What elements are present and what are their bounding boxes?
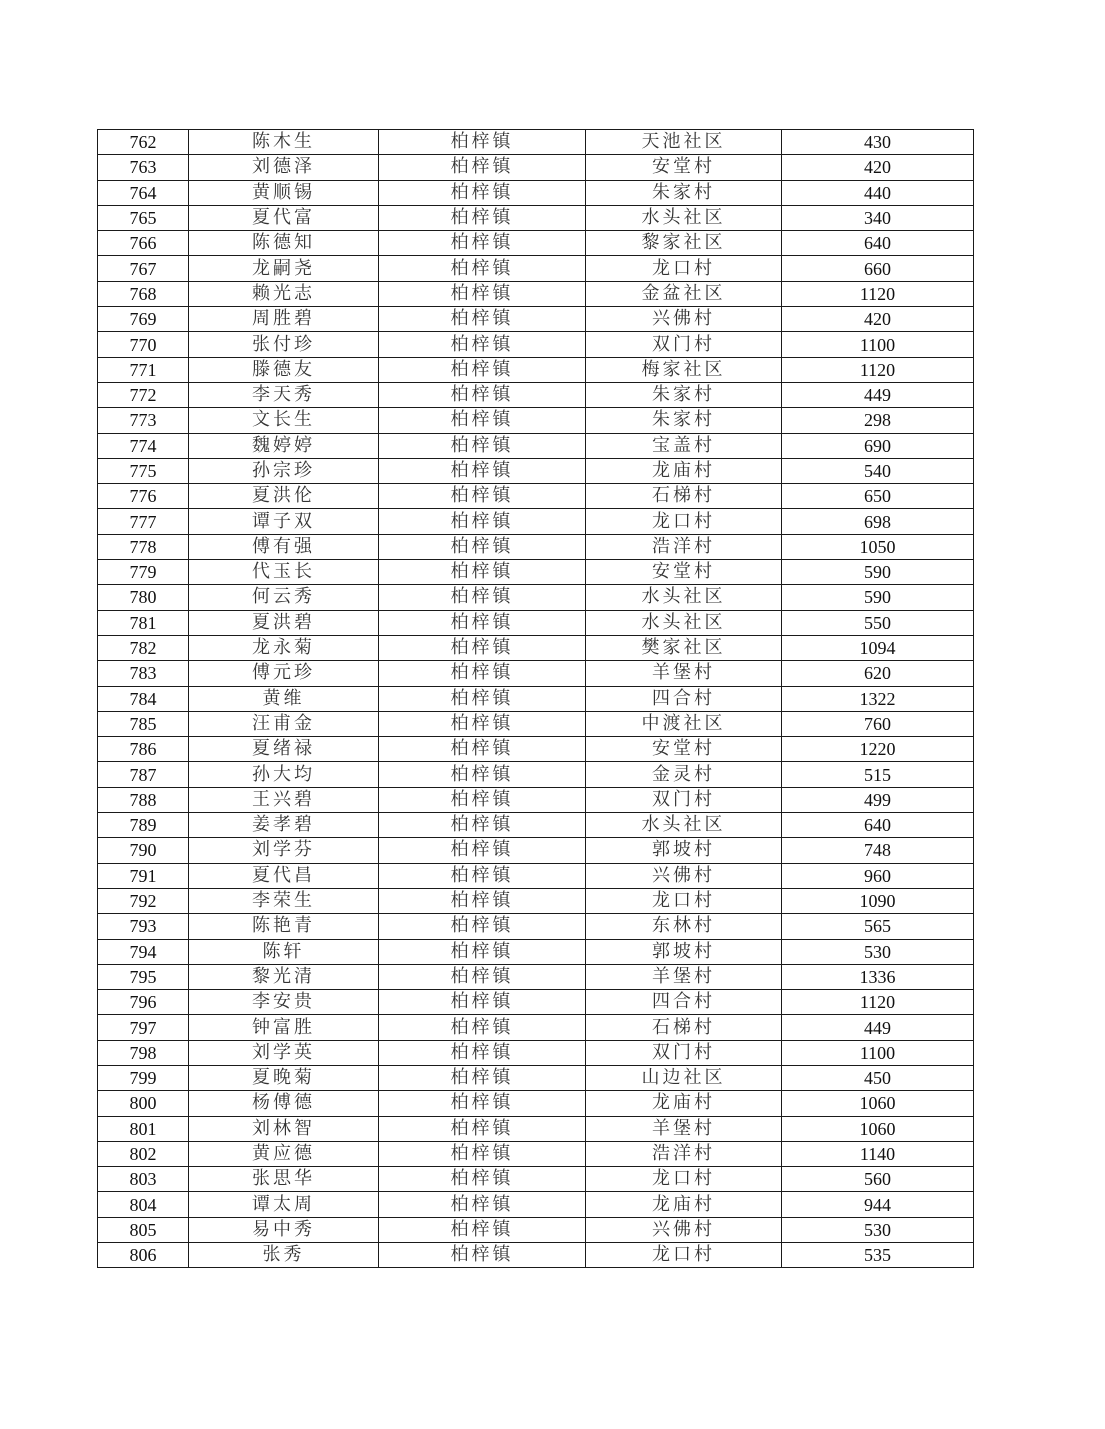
town-cell: 柏梓镇	[379, 307, 586, 332]
table-row	[98, 560, 974, 585]
village-cell: 山边社区	[586, 1065, 782, 1090]
table-row	[98, 231, 974, 256]
name-cell: 李安贵	[189, 990, 379, 1015]
village-cell: 羊堡村	[586, 964, 782, 989]
table-row	[98, 610, 974, 635]
village-cell: 安堂村	[586, 737, 782, 762]
roster-table	[97, 129, 974, 1268]
village-cell: 水头社区	[586, 205, 782, 230]
town-cell: 柏梓镇	[379, 1091, 586, 1116]
row-number-cell: 798	[98, 1040, 189, 1065]
name-cell: 魏婷婷	[189, 433, 379, 458]
name-cell: 易中秀	[189, 1217, 379, 1242]
name-cell: 黎光清	[189, 964, 379, 989]
name-cell: 刘学英	[189, 1040, 379, 1065]
village-cell: 羊堡村	[586, 661, 782, 686]
village-cell: 浩洋村	[586, 534, 782, 559]
amount-cell: 1100	[782, 332, 974, 357]
amount-cell: 1050	[782, 534, 974, 559]
town-cell: 柏梓镇	[379, 1015, 586, 1040]
amount-cell: 1120	[782, 357, 974, 382]
amount-cell: 660	[782, 256, 974, 281]
name-cell: 代玉长	[189, 560, 379, 585]
village-cell: 兴佛村	[586, 307, 782, 332]
amount-cell: 560	[782, 1167, 974, 1192]
town-cell: 柏梓镇	[379, 737, 586, 762]
village-cell: 龙口村	[586, 1167, 782, 1192]
name-cell: 傅元珍	[189, 661, 379, 686]
amount-cell: 620	[782, 661, 974, 686]
row-number-cell: 768	[98, 281, 189, 306]
village-cell: 龙口村	[586, 1243, 782, 1268]
village-cell: 天池社区	[586, 130, 782, 155]
row-number-cell: 804	[98, 1192, 189, 1217]
name-cell: 陈德知	[189, 231, 379, 256]
table-row	[98, 130, 974, 155]
amount-cell: 1100	[782, 1040, 974, 1065]
name-cell: 李荣生	[189, 888, 379, 913]
row-number-cell: 790	[98, 838, 189, 863]
town-cell: 柏梓镇	[379, 990, 586, 1015]
row-number-cell: 800	[98, 1091, 189, 1116]
town-cell: 柏梓镇	[379, 610, 586, 635]
town-cell: 柏梓镇	[379, 256, 586, 281]
amount-cell: 499	[782, 787, 974, 812]
name-cell: 龙嗣尧	[189, 256, 379, 281]
town-cell: 柏梓镇	[379, 130, 586, 155]
name-cell: 汪甫金	[189, 711, 379, 736]
village-cell: 石梯村	[586, 1015, 782, 1040]
row-number-cell: 784	[98, 686, 189, 711]
amount-cell: 960	[782, 863, 974, 888]
amount-cell: 1094	[782, 635, 974, 660]
row-number-cell: 802	[98, 1141, 189, 1166]
town-cell: 柏梓镇	[379, 433, 586, 458]
village-cell: 水头社区	[586, 813, 782, 838]
name-cell: 夏洪伦	[189, 484, 379, 509]
row-number-cell: 785	[98, 711, 189, 736]
row-number-cell: 801	[98, 1116, 189, 1141]
town-cell: 柏梓镇	[379, 964, 586, 989]
name-cell: 刘学芬	[189, 838, 379, 863]
town-cell: 柏梓镇	[379, 1243, 586, 1268]
amount-cell: 640	[782, 231, 974, 256]
table-row	[98, 1015, 974, 1040]
amount-cell: 298	[782, 408, 974, 433]
town-cell: 柏梓镇	[379, 382, 586, 407]
table-row	[98, 332, 974, 357]
row-number-cell: 803	[98, 1167, 189, 1192]
name-cell: 夏绪禄	[189, 737, 379, 762]
row-number-cell: 799	[98, 1065, 189, 1090]
table-row	[98, 863, 974, 888]
amount-cell: 530	[782, 939, 974, 964]
row-number-cell: 777	[98, 509, 189, 534]
name-cell: 谭子双	[189, 509, 379, 534]
name-cell: 夏洪碧	[189, 610, 379, 635]
table-row	[98, 180, 974, 205]
name-cell: 刘林智	[189, 1116, 379, 1141]
row-number-cell: 794	[98, 939, 189, 964]
amount-cell: 1090	[782, 888, 974, 913]
village-cell: 安堂村	[586, 560, 782, 585]
village-cell: 双门村	[586, 787, 782, 812]
table-row	[98, 256, 974, 281]
row-number-cell: 763	[98, 155, 189, 180]
amount-cell: 450	[782, 1065, 974, 1090]
village-cell: 龙口村	[586, 256, 782, 281]
name-cell: 滕德友	[189, 357, 379, 382]
town-cell: 柏梓镇	[379, 534, 586, 559]
table-row	[98, 307, 974, 332]
row-number-cell: 780	[98, 585, 189, 610]
table-row	[98, 509, 974, 534]
amount-cell: 1120	[782, 990, 974, 1015]
name-cell: 姜孝碧	[189, 813, 379, 838]
town-cell: 柏梓镇	[379, 838, 586, 863]
village-cell: 梅家社区	[586, 357, 782, 382]
name-cell: 夏晚菊	[189, 1065, 379, 1090]
amount-cell: 1120	[782, 281, 974, 306]
row-number-cell: 791	[98, 863, 189, 888]
row-number-cell: 782	[98, 635, 189, 660]
amount-cell: 1336	[782, 964, 974, 989]
table-row	[98, 711, 974, 736]
table-row	[98, 408, 974, 433]
name-cell: 夏代昌	[189, 863, 379, 888]
village-cell: 东林村	[586, 914, 782, 939]
name-cell: 陈艳青	[189, 914, 379, 939]
name-cell: 陈木生	[189, 130, 379, 155]
town-cell: 柏梓镇	[379, 281, 586, 306]
town-cell: 柏梓镇	[379, 357, 586, 382]
table-row	[98, 1040, 974, 1065]
row-number-cell: 788	[98, 787, 189, 812]
table-row	[98, 964, 974, 989]
village-cell: 朱家村	[586, 180, 782, 205]
town-cell: 柏梓镇	[379, 1141, 586, 1166]
row-number-cell: 779	[98, 560, 189, 585]
amount-cell: 1060	[782, 1091, 974, 1116]
name-cell: 黄顺锡	[189, 180, 379, 205]
table-row	[98, 155, 974, 180]
table-row	[98, 458, 974, 483]
town-cell: 柏梓镇	[379, 332, 586, 357]
table-row	[98, 585, 974, 610]
amount-cell: 340	[782, 205, 974, 230]
amount-cell: 1140	[782, 1141, 974, 1166]
amount-cell: 530	[782, 1217, 974, 1242]
name-cell: 杨傅德	[189, 1091, 379, 1116]
village-cell: 水头社区	[586, 610, 782, 635]
town-cell: 柏梓镇	[379, 863, 586, 888]
roster-table-body	[98, 130, 974, 1268]
amount-cell: 944	[782, 1192, 974, 1217]
village-cell: 双门村	[586, 1040, 782, 1065]
row-number-cell: 775	[98, 458, 189, 483]
town-cell: 柏梓镇	[379, 155, 586, 180]
village-cell: 黎家社区	[586, 231, 782, 256]
name-cell: 钟富胜	[189, 1015, 379, 1040]
village-cell: 浩洋村	[586, 1141, 782, 1166]
table-row	[98, 939, 974, 964]
table-row	[98, 534, 974, 559]
amount-cell: 449	[782, 382, 974, 407]
row-number-cell: 773	[98, 408, 189, 433]
amount-cell: 590	[782, 585, 974, 610]
name-cell: 赖光志	[189, 281, 379, 306]
table-row	[98, 484, 974, 509]
table-row	[98, 1065, 974, 1090]
amount-cell: 535	[782, 1243, 974, 1268]
row-number-cell: 797	[98, 1015, 189, 1040]
name-cell: 黄维	[189, 686, 379, 711]
town-cell: 柏梓镇	[379, 509, 586, 534]
town-cell: 柏梓镇	[379, 762, 586, 787]
table-row	[98, 205, 974, 230]
row-number-cell: 786	[98, 737, 189, 762]
row-number-cell: 770	[98, 332, 189, 357]
table-row	[98, 661, 974, 686]
village-cell: 樊家社区	[586, 635, 782, 660]
table-row	[98, 1141, 974, 1166]
table-row	[98, 990, 974, 1015]
village-cell: 羊堡村	[586, 1116, 782, 1141]
town-cell: 柏梓镇	[379, 585, 586, 610]
town-cell: 柏梓镇	[379, 1167, 586, 1192]
village-cell: 郭坡村	[586, 939, 782, 964]
name-cell: 龙永菊	[189, 635, 379, 660]
village-cell: 郭坡村	[586, 838, 782, 863]
amount-cell: 590	[782, 560, 974, 585]
town-cell: 柏梓镇	[379, 914, 586, 939]
name-cell: 李天秀	[189, 382, 379, 407]
village-cell: 龙庙村	[586, 1091, 782, 1116]
row-number-cell: 767	[98, 256, 189, 281]
name-cell: 陈轩	[189, 939, 379, 964]
town-cell: 柏梓镇	[379, 661, 586, 686]
name-cell: 王兴碧	[189, 787, 379, 812]
town-cell: 柏梓镇	[379, 939, 586, 964]
name-cell: 夏代富	[189, 205, 379, 230]
table-row	[98, 762, 974, 787]
name-cell: 谭太周	[189, 1192, 379, 1217]
amount-cell: 1322	[782, 686, 974, 711]
row-number-cell: 792	[98, 888, 189, 913]
row-number-cell: 774	[98, 433, 189, 458]
table-row	[98, 357, 974, 382]
village-cell: 四合村	[586, 990, 782, 1015]
amount-cell: 440	[782, 180, 974, 205]
table-row	[98, 382, 974, 407]
village-cell: 兴佛村	[586, 863, 782, 888]
town-cell: 柏梓镇	[379, 560, 586, 585]
village-cell: 宝盖村	[586, 433, 782, 458]
village-cell: 安堂村	[586, 155, 782, 180]
row-number-cell: 789	[98, 813, 189, 838]
table-row	[98, 737, 974, 762]
row-number-cell: 772	[98, 382, 189, 407]
name-cell: 何云秀	[189, 585, 379, 610]
town-cell: 柏梓镇	[379, 180, 586, 205]
table-row	[98, 1091, 974, 1116]
name-cell: 周胜碧	[189, 307, 379, 332]
row-number-cell: 783	[98, 661, 189, 686]
row-number-cell: 762	[98, 130, 189, 155]
town-cell: 柏梓镇	[379, 1065, 586, 1090]
amount-cell: 565	[782, 914, 974, 939]
name-cell: 张付珍	[189, 332, 379, 357]
amount-cell: 748	[782, 838, 974, 863]
village-cell: 金灵村	[586, 762, 782, 787]
amount-cell: 540	[782, 458, 974, 483]
table-row	[98, 1192, 974, 1217]
town-cell: 柏梓镇	[379, 813, 586, 838]
amount-cell: 1220	[782, 737, 974, 762]
village-cell: 石梯村	[586, 484, 782, 509]
village-cell: 兴佛村	[586, 1217, 782, 1242]
town-cell: 柏梓镇	[379, 1040, 586, 1065]
table-row	[98, 1116, 974, 1141]
amount-cell: 515	[782, 762, 974, 787]
town-cell: 柏梓镇	[379, 231, 586, 256]
amount-cell: 760	[782, 711, 974, 736]
amount-cell: 449	[782, 1015, 974, 1040]
table-row	[98, 914, 974, 939]
row-number-cell: 764	[98, 180, 189, 205]
village-cell: 龙庙村	[586, 1192, 782, 1217]
village-cell: 龙口村	[586, 888, 782, 913]
town-cell: 柏梓镇	[379, 484, 586, 509]
town-cell: 柏梓镇	[379, 635, 586, 660]
name-cell: 刘德泽	[189, 155, 379, 180]
table-row	[98, 433, 974, 458]
row-number-cell: 793	[98, 914, 189, 939]
row-number-cell: 765	[98, 205, 189, 230]
amount-cell: 420	[782, 155, 974, 180]
row-number-cell: 769	[98, 307, 189, 332]
table-row	[98, 686, 974, 711]
amount-cell: 698	[782, 509, 974, 534]
row-number-cell: 778	[98, 534, 189, 559]
row-number-cell: 787	[98, 762, 189, 787]
row-number-cell: 806	[98, 1243, 189, 1268]
table-row	[98, 1217, 974, 1242]
town-cell: 柏梓镇	[379, 458, 586, 483]
town-cell: 柏梓镇	[379, 711, 586, 736]
row-number-cell: 776	[98, 484, 189, 509]
row-number-cell: 805	[98, 1217, 189, 1242]
village-cell: 金盆社区	[586, 281, 782, 306]
row-number-cell: 771	[98, 357, 189, 382]
table-row	[98, 635, 974, 660]
name-cell: 张思华	[189, 1167, 379, 1192]
amount-cell: 550	[782, 610, 974, 635]
row-number-cell: 766	[98, 231, 189, 256]
village-cell: 龙口村	[586, 509, 782, 534]
name-cell: 黄应德	[189, 1141, 379, 1166]
village-cell: 朱家村	[586, 382, 782, 407]
town-cell: 柏梓镇	[379, 408, 586, 433]
row-number-cell: 781	[98, 610, 189, 635]
amount-cell: 640	[782, 813, 974, 838]
town-cell: 柏梓镇	[379, 888, 586, 913]
village-cell: 双门村	[586, 332, 782, 357]
village-cell: 水头社区	[586, 585, 782, 610]
amount-cell: 690	[782, 433, 974, 458]
village-cell: 朱家村	[586, 408, 782, 433]
name-cell: 文长生	[189, 408, 379, 433]
amount-cell: 430	[782, 130, 974, 155]
row-number-cell: 795	[98, 964, 189, 989]
amount-cell: 650	[782, 484, 974, 509]
table-row	[98, 838, 974, 863]
village-cell: 龙庙村	[586, 458, 782, 483]
amount-cell: 420	[782, 307, 974, 332]
town-cell: 柏梓镇	[379, 205, 586, 230]
table-row	[98, 813, 974, 838]
name-cell: 孙大均	[189, 762, 379, 787]
table-row	[98, 281, 974, 306]
town-cell: 柏梓镇	[379, 1116, 586, 1141]
town-cell: 柏梓镇	[379, 1217, 586, 1242]
village-cell: 中渡社区	[586, 711, 782, 736]
amount-cell: 1060	[782, 1116, 974, 1141]
table-row	[98, 1243, 974, 1268]
town-cell: 柏梓镇	[379, 1192, 586, 1217]
town-cell: 柏梓镇	[379, 686, 586, 711]
table-row	[98, 1167, 974, 1192]
town-cell: 柏梓镇	[379, 787, 586, 812]
table-row	[98, 888, 974, 913]
name-cell: 傅有强	[189, 534, 379, 559]
name-cell: 孙宗珍	[189, 458, 379, 483]
row-number-cell: 796	[98, 990, 189, 1015]
village-cell: 四合村	[586, 686, 782, 711]
name-cell: 张秀	[189, 1243, 379, 1268]
table-row	[98, 787, 974, 812]
